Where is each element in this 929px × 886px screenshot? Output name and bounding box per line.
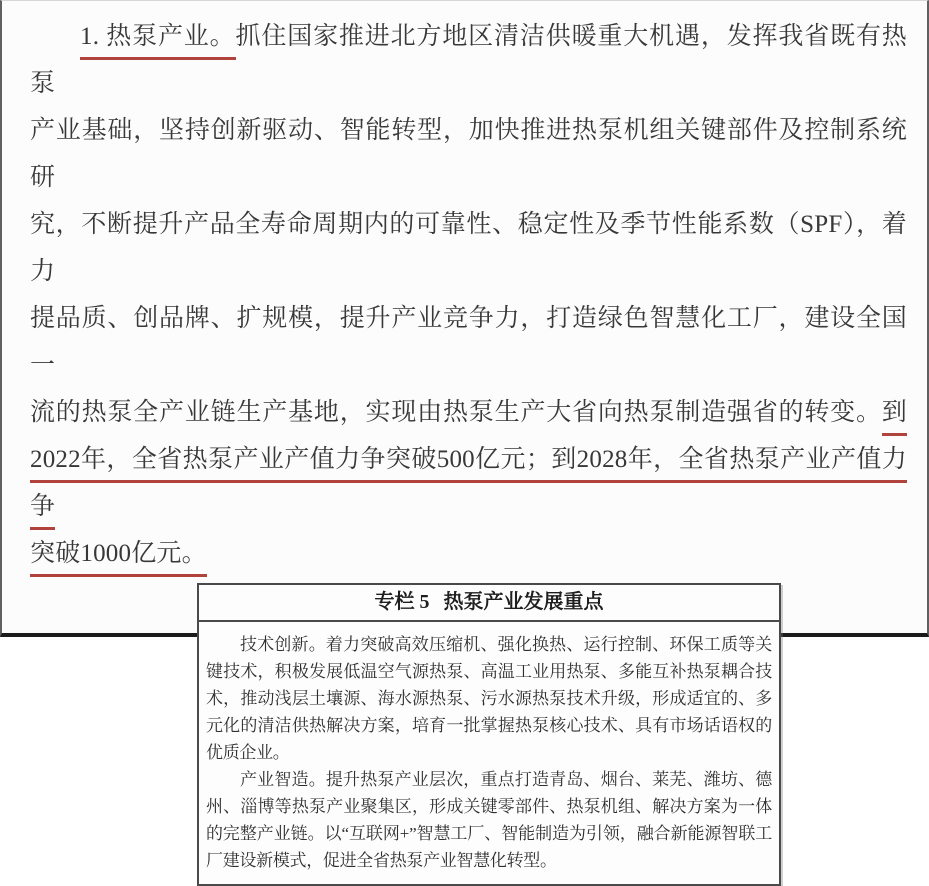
paragraph-text: 产业基础，坚持创新驱动、智能转型，加快推进热泵机组关键部件及控制系统研 — [30, 117, 907, 191]
highlight-box — [197, 583, 781, 886]
paragraph-line — [30, 201, 907, 295]
panel-paragraph: 技术创新。着力突破高效压缩机、强化换热、运行控制、环保工质等关键技术，积极发展低温空气源热泵、高温工业用热泵、多能互补热泵耦合技术，推动浅层土壤源、海水源热泵、污水源热泵技术升级，形成适宜的、多元化的清洁供热解决方案，培育一批掌握热泵核心技术、具有市场话语权的优质企业。 — [206, 635, 772, 762]
paragraph-line — [30, 13, 907, 107]
paragraph-text: 究，不断提升产品全寿命周期内的可靠性、稳定性及季节性能系数（SPF），着力 — [30, 211, 907, 285]
red-underline-annotation: 2022年，全省热泵产业产值力争突破500亿元；到2028年，全省热泵产业产值力争 — [30, 446, 907, 530]
main-paragraph — [30, 13, 907, 577]
paragraph-line — [30, 389, 907, 436]
paragraph-line — [30, 530, 907, 577]
panel-body — [199, 622, 779, 884]
highlight-box-label: 专栏 5 — [374, 591, 430, 613]
paragraph-text: 抓住国家推进北方地区清洁供暖重大机遇，发挥我省既有热泵 — [30, 23, 907, 97]
document-content — [2, 1, 927, 886]
highlight-box-title: 热泵产业发展重点 — [443, 591, 604, 613]
highlight-box-title-row — [199, 585, 779, 622]
red-underline-annotation: 到 — [882, 399, 907, 436]
paragraph-line — [30, 436, 907, 530]
panel-paragraph: 产业智造。提升热泵产业层次，重点打造青岛、烟台、莱芜、潍坊、德州、淄博等热泵产业聚集区，形成关键零部件、热泵机组、解决方案为一体的完整产业链。以“互联网+”智慧工厂、智能制造为引领，融合新能源智联工厂建设新模式，促进全省热泵产业智慧化转型。 — [206, 770, 772, 870]
paragraph-text: 提品质、创品牌、扩规模，提升产业竞争力，打造绿色智慧化工厂，建设全国一 — [30, 305, 907, 379]
red-underline-annotation: 1. 热泵产业。 — [80, 23, 236, 60]
paragraph-text: 流的热泵全产业链生产基地，实现由热泵生产大省向热泵制造强省的转变。 — [30, 399, 882, 426]
red-underline-annotation: 突破1000亿元。 — [30, 540, 207, 577]
paragraph-line — [30, 107, 907, 201]
paragraph-line — [30, 295, 907, 389]
